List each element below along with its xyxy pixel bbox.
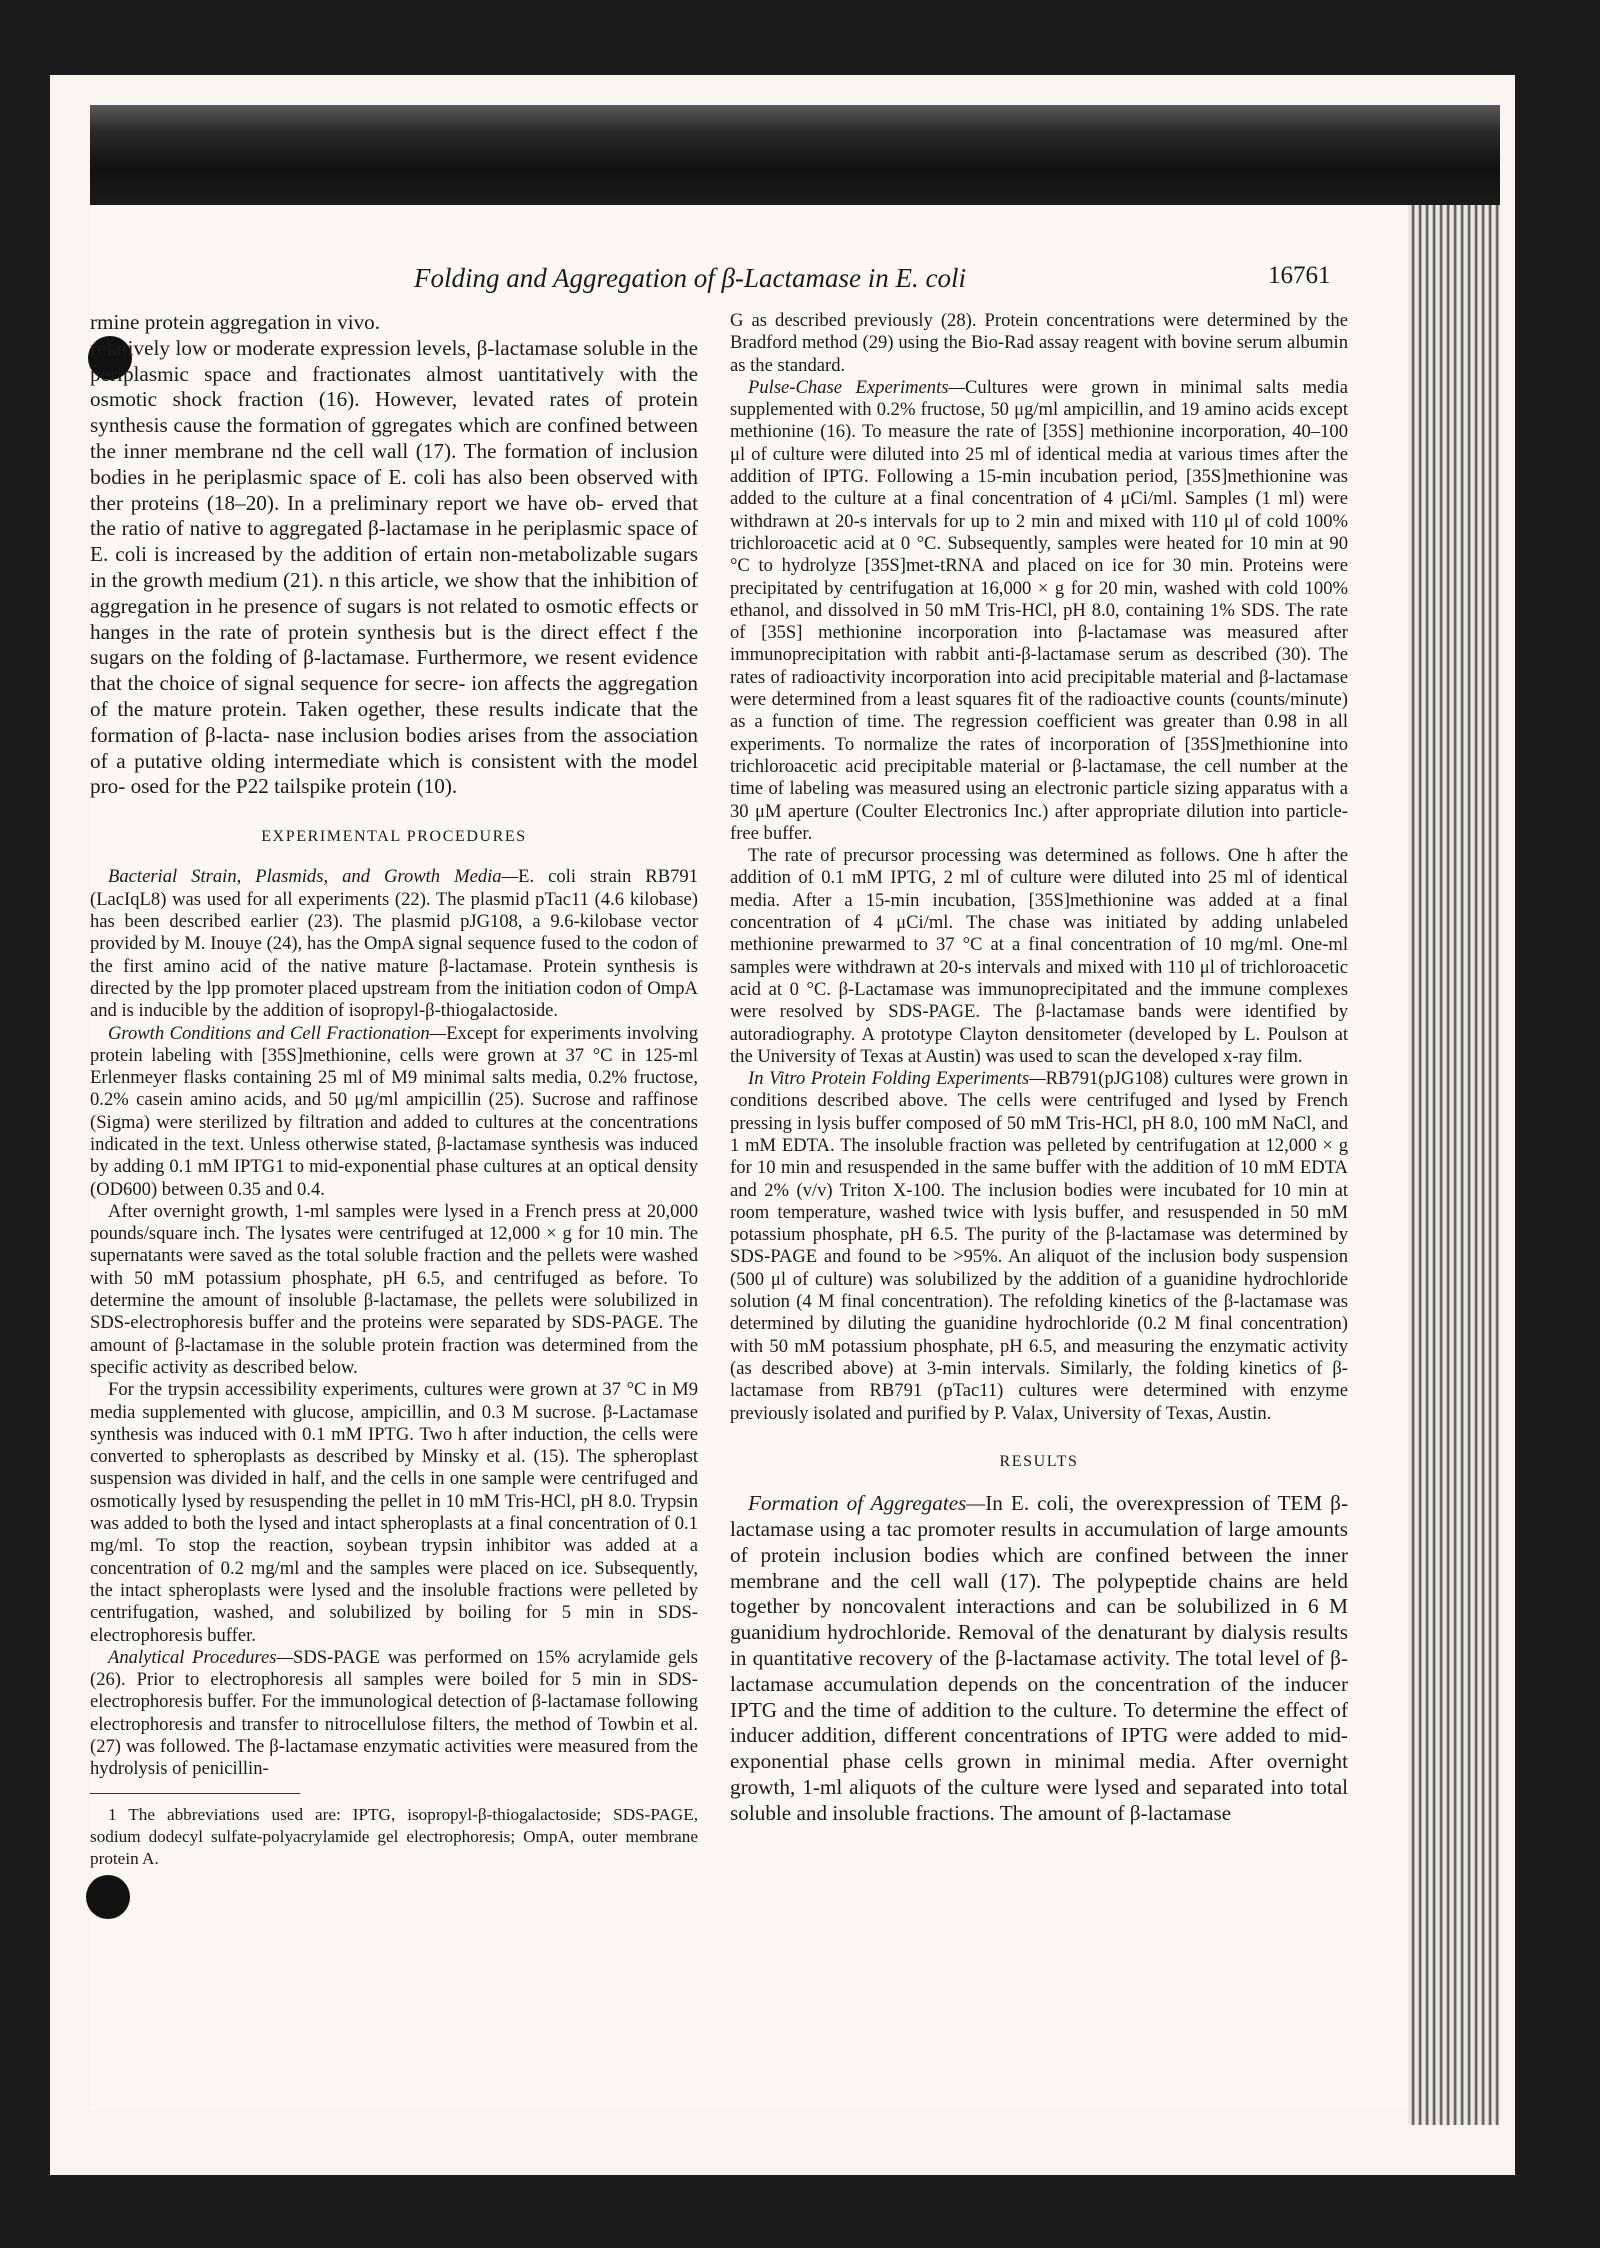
paragraph-text: SDS-PAGE was performed on 15% acrylamide gels (26). Prior to electrophoresis all samples were boiled for 5 min in SDS-electrophoresis buffer. For the immunological detection of β-lactamase following electrophoresis and transfer to nitrocellulose filters, the method of Towbin et al. (27) was followed. The β-lactamase enzymatic activities were measured from the hydrolysis of penicillin- (90, 1646, 698, 1780)
methods-paragraph (90, 1023, 698, 1201)
paragraph-run-in-heading: In Vitro Protein Folding Experiments— (748, 1068, 1046, 1090)
scan-shadow-band (90, 105, 1500, 210)
page-number: 16761 (1268, 262, 1331, 289)
methods-paragraph (730, 377, 1348, 845)
section-heading-experimental: EXPERIMENTAL PROCEDURES (261, 828, 527, 846)
paragraph-text: After overnight growth, 1-ml samples were lysed in a French press at 20,000 pounds/square inch. The lysates were centrifuged at 12,000 × g for 10 min. The supernatants were saved as the total soluble fraction and the pellets were washed with 50 mM potassium phosphate, pH 6.5, and centrifuged as before. To determine the amount of insoluble β-lactamase, the pellets were solubilized in SDS-electrophoresis buffer and the proteins were separated by SDS-PAGE. The amount of β-lactamase in the soluble protein fraction was determined from the specific activity as described below. (90, 1200, 698, 1378)
paragraph-run-in-heading: Bacterial Strain, Plasmids, and Growth Media— (108, 866, 519, 888)
right-column (730, 310, 1348, 2120)
methods-paragraph (730, 1068, 1348, 1425)
methods-paragraph (730, 845, 1348, 1068)
paragraph-text: RB791(pJG108) cultures were grown in conditions described above. The cells were centrifuged and lysed by French pressing in lysis buffer composed of 50 mM Tris-HCl, pH 8.0, 100 mM NaCl, and 1 mM EDTA. The insoluble fraction was pelleted by centrifugation at 12,000 × g for 10 min and resuspended in the same buffer with the addition of 10 mM EDTA and 2% (v/v) Triton X-100. The inclusion bodies were incubated for 10 min at room temperature, washed twice with lysis buffer, and resuspended in 50 mM potassium phosphate, pH 6.5. The purity of the β-lactamase was determined by SDS-PAGE and found to be >95%. An aliquot of the inclusion body suspension (500 μl of culture) was solubilized by the addition of a guanidine hydrochloride solution (4 M final concentration). The refolding kinetics of the β-lactamase was determined by diluting the guanidine hydrochloride (0.2 M final concentration) with 50 mM potassium phosphate, pH 6.5, and measuring the enzymatic activity (as described above) at 3-min intervals. Similarly, the folding kinetics of β-lactamase from RB791 (pTac11) cultures were determined with enzyme previously isolated and purified by P. Valax, University of Texas, Austin. (730, 1068, 1348, 1424)
paragraph-text: G as described previously (28). Protein concentrations were determined by the Bradford method (29) using the Bio-Rad assay reagent with bovine serum albumin as the standard. (730, 310, 1348, 376)
methods-paragraph (730, 310, 1348, 377)
paragraph-text: For the trypsin accessibility experiments, cultures were grown at 37 °C in M9 media supplemented with glucose, ampicillin, and 0.3 M sucrose. β-Lactamase synthesis was induced with 0.1 mM IPTG. Two h after induction, the cells were converted to spheroplasts as described by Minsky et al. (15). The spheroplast suspension was divided in half, and the cells in one sample were centrifuged and osmotically lysed by resuspending the pellet in 10 mM Tris-HCl, pH 8.0. Trypsin was added to both the lysed and intact spheroplasts at a final concentration of 0.1 mg/ml. To stop the reaction, soybean trypsin inhibitor was added at a concentration of 0.2 mg/ml and the samples were placed on ice. Subsequently, the intact spheroplasts were lysed and the insoluble fractions were pelleted by centrifugation, washed, and solubilized by boiling for 5 min in SDS-electrophoresis buffer. (90, 1379, 698, 1646)
page-edge-stack (1408, 205, 1500, 2125)
methods-paragraph (90, 1647, 698, 1781)
paragraph-text: The rate of precursor processing was determined as follows. One h after the addition of 0.1 mM IPTG, 2 ml of culture were diluted into 25 ml of identical media. After a 15-min incubation, [35S]methionine was added at a final concentration of 4 μCi/ml. The chase was initiated by adding unlabeled methionine prewarmed to 37 °C at a final concentration of 10 mg/ml. One-ml samples were withdrawn at 20-s intervals and mixed with 110 μl of trichloroacetic acid at 0 °C. β-Lactamase was immunoprecipitated and the immune complexes were resolved by SDS-PAGE. The β-lactamase bands were identified by autoradiography. A prototype Clayton densitometer (developed by L. Poulson at the University of Texas at Austin) was used to scan the developed x-ray film. (730, 845, 1348, 1067)
paragraph-text: In E. coli, the overexpression of TEM β-lactamase using a tac promoter results in accumulation of large amounts of protein inclusion bodies which are confined between the inner membrane and the cell wall (17). The polypeptide chains are held together by noncovalent interactions and can be solubilized in 6 M guanidium hydrochloride. Removal of the denaturant by dialysis results in quantitative recovery of the β-lactamase activity. The total level of β-lactamase accumulation depends on the concentration of the inducer IPTG and the time of addition to the culture. To determine the effect of inducer addition, different concentrations of IPTG were added to mid-exponential phase cells grown in minimal media. After overnight growth, 1-ml aliquots of the culture were lysed and separated into total soluble and insoluble fractions. The amount of β-lactamase (730, 1491, 1348, 1825)
paragraph-text: E. coli strain RB791 (LacIqL8) was used for all experiments (22). The plasmid pTac11 (4.6 kilobase) has been described earlier (23). The plasmid pJG108, a 9.6-kilobase vector provided by M. Inouye (24), has the OmpA signal sequence fused to the codon of the first amino acid of the native mature β-lactamase. Protein synthesis is directed by the lpp promoter placed upstream from the initiation codon of OmpA and is inducible by the addition of isopropyl-β-thiogalactoside. (90, 866, 698, 1022)
intro-paragraph: relatively low or moderate expression levels, β-lactamase soluble in the periplasmic space and fractionates almost uantitatively with the osmotic shock fraction (16). However, levated rates of protein synthesis cause the formation of ggregates which are confined between the inner membrane nd the cell wall (17). The formation of inclusion bodies in he periplasmic space of E. coli has also been observed with ther proteins (18–20). In a preliminary report we have ob- erved that the ratio of native to aggregated β-lactamase in he periplasmic space of E. coli is increased by the addition of ertain non-metabolizable sugars in the growth medium (21). n this article, we show that the inhibition of aggregation in he presence of sugars is not related to osmotic effects or hanges in the rate of protein synthesis but is the direct effect f the sugars on the folding of β-lactamase. Furthermore, we resent evidence that the choice of signal sequence for secre- ion affects the aggregation of the mature protein. Taken ogether, these results indicate that the formation of β-lacta- nase inclusion bodies arises from the association of a putative olding intermediate which is consistent with the model pro- osed for the P22 tailspike protein (10). (90, 335, 698, 799)
paragraph-text: Except for experiments involving protein labeling with [35S]methionine, cells were grown at 37 °C in 125-ml Erlenmeyer flasks containing 25 ml of M9 minimal salts media, 0.2% fructose, 0.2% casein amino acids, and 50 μg/ml ampicillin (25). Sucrose and raffinose (Sigma) were sterilized by filtration and added to cultures at the concentrations indicated in the text. Unless otherwise stated, β-lactamase synthesis was induced by adding 0.1 mM IPTG1 to mid-exponential phase cultures at an optical density (OD600) between 0.35 and 0.4. (90, 1022, 698, 1200)
footnote-rule (90, 1793, 300, 1794)
running-title: Folding and Aggregation of β-Lactamase in E. coli (414, 263, 966, 293)
footnote: 1 The abbreviations used are: IPTG, isopropyl-β-thiogalactoside; SDS-PAGE, sodium dodecyl sulfate-polyacrylamide gel electrophoresis; OmpA, outer membrane protein A. (90, 1804, 698, 1868)
methods-paragraph (90, 866, 698, 1022)
intro-paragraph: rmine protein aggregation in vivo. (90, 310, 381, 334)
paragraph-run-in-heading: Growth Conditions and Cell Fractionation— (108, 1022, 447, 1044)
paragraph-text: Cultures were grown in minimal salts media supplemented with 0.2% fructose, 50 μg/ml ampicillin, and 19 amino acids except methionine (16). To measure the rate of [35S] methionine incorporation, 40–100 μl of culture were diluted into 25 ml of identical media at various times after the addition of IPTG. Following a 15-min incubation period, [35S]methionine was added to the culture at a final concentration of 4 μCi/ml. Samples (1 ml) were withdrawn at 20-s intervals for up to 2 min and mixed with 110 μl of cold 100% trichloroacetic acid at 0 °C. Subsequently, samples were heated for 10 min at 90 °C to hydrolyze [35S]met-tRNA and placed on ice for 30 min. Proteins were precipitated by centrifugation at 16,000 × g for 20 min, washed with cold 100% ethanol, and dissolved in 50 mM Tris-HCl, pH 8.0, containing 1% SDS. The rate of [35S] methionine incorporation into β-lactamase was measured after immunoprecipitation with rabbit anti-β-lactamase serum as described (30). The rates of radioactivity incorporation into acid precipitable material and β-lactamase were determined from a least squares fit of the radioactive counts (counts/minute) as a function of time. The regression coefficient was greater than 0.98 in all experiments. To normalize the rates of incorporation of [35S]methionine into trichloroacetic acid precipitable material or β-lactamase, the cell number at the time of labeling was measured using an electronic particle sizing apparatus with a 30 μM aperture (Coulter Electronics Inc.) after appropriate dilution into particle-free buffer. (730, 376, 1348, 844)
paragraph-run-in-heading: Analytical Procedures— (108, 1646, 293, 1668)
methods-paragraph (90, 1379, 698, 1647)
methods-paragraph (90, 1201, 698, 1379)
left-column (90, 310, 698, 2120)
section-heading-results: RESULTS (999, 1452, 1079, 1470)
results-paragraph (730, 1491, 1348, 1826)
paragraph-run-in-heading: Formation of Aggregates— (748, 1491, 986, 1516)
paragraph-run-in-heading: Pulse-Chase Experiments— (748, 376, 966, 398)
